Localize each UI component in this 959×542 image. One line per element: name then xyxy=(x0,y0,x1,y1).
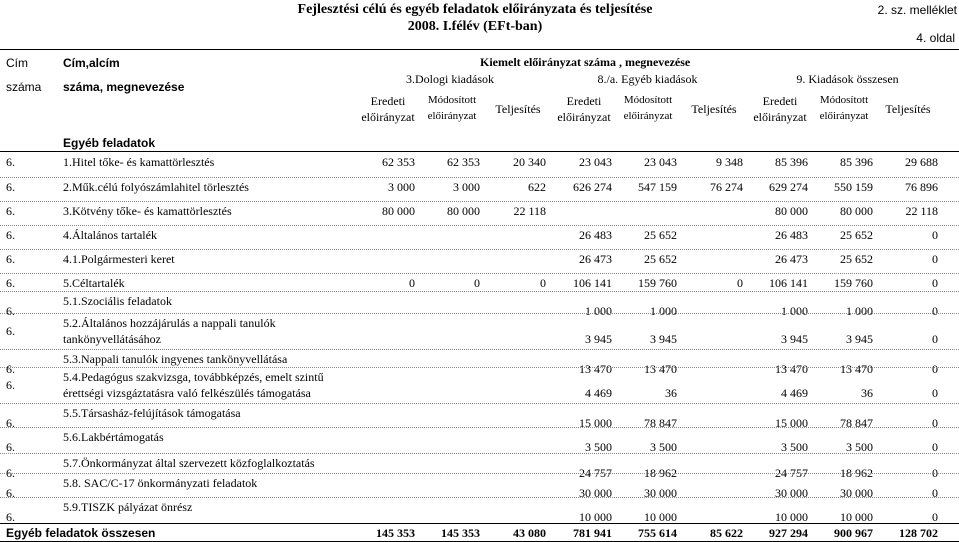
header-bottom-line xyxy=(0,151,959,152)
header-alcim: Cím,alcím xyxy=(63,56,120,70)
row-name: 5.7.Önkormányzat által szervezett közfoglalkoztatás xyxy=(63,456,315,470)
row-name: 5.3.Nappali tanulók ingyenes tankönyvellátása xyxy=(63,352,288,366)
cell-osszes-teljesites: 0 xyxy=(932,304,938,318)
total-top-line xyxy=(0,523,959,524)
cell-egyeb-eredeti: 24 757 xyxy=(579,466,612,480)
cell-egyeb-modositott: 159 760 xyxy=(638,276,677,290)
subheader-eredeti: Eredeti xyxy=(370,94,406,108)
row-separator xyxy=(0,473,959,474)
row-name: 5.8. SAC/C-17 önkormányzati feladatok xyxy=(63,476,258,490)
cell-dologi-modositott: 3 000 xyxy=(453,180,480,194)
row-separator xyxy=(0,403,959,404)
cell-egyeb-eredeti: 13 470 xyxy=(579,362,612,376)
header-alcim-szama: száma, megnevezése xyxy=(63,80,185,94)
cell-dologi-teljesites: 0 xyxy=(540,276,546,290)
cell-osszes-modositott: 3 945 xyxy=(846,332,873,346)
annex-label: 2. sz. melléklet xyxy=(877,3,957,17)
cell-osszes-modositott: 36 xyxy=(861,386,873,400)
cell-osszes-teljesites: 22 118 xyxy=(905,204,938,218)
row-separator xyxy=(0,367,959,368)
cell-egyeb-eredeti: 30 000 xyxy=(579,486,612,500)
row-name: 3.Kötvény tőke- és kamattörlesztés xyxy=(63,204,232,218)
cell-osszes-teljesites: 0 xyxy=(932,466,938,480)
header-cim-szama: száma xyxy=(6,80,42,94)
cell-osszes-modositott: 159 760 xyxy=(834,276,873,290)
row-cim: 6. xyxy=(6,180,15,194)
row-cim: 6. xyxy=(6,324,15,338)
total-egyeb-modositott: 755 614 xyxy=(638,526,677,540)
row-cim: 6. xyxy=(6,378,15,392)
cell-dologi-eredeti: 62 353 xyxy=(382,155,415,169)
cell-osszes-modositott: 10 000 xyxy=(840,510,873,524)
cell-osszes-teljesites: 0 xyxy=(932,510,938,524)
total-egyeb-teljesites: 85 622 xyxy=(710,526,743,540)
cell-egyeb-modositott: 13 470 xyxy=(644,362,677,376)
total-dologi-modositott: 145 353 xyxy=(441,526,480,540)
cell-dologi-eredeti: 80 000 xyxy=(382,204,415,218)
row-name: 5.9.TISZK pályázat önrész xyxy=(63,500,193,514)
subheader-eredeti-line2: előirányzat xyxy=(753,110,807,124)
cell-egyeb-eredeti: 26 473 xyxy=(579,252,612,266)
cell-dologi-eredeti: 0 xyxy=(409,276,415,290)
cell-osszes-teljesites: 76 896 xyxy=(905,180,938,194)
cell-osszes-teljesites: 0 xyxy=(932,386,938,400)
cell-osszes-eredeti: 15 000 xyxy=(775,416,808,430)
cell-egyeb-eredeti: 26 483 xyxy=(579,228,612,242)
cell-egyeb-modositott: 25 652 xyxy=(644,228,677,242)
cell-osszes-modositott: 30 000 xyxy=(840,486,873,500)
cell-egyeb-modositott: 78 847 xyxy=(644,416,677,430)
cell-osszes-eredeti: 1 000 xyxy=(781,304,808,318)
cell-osszes-eredeti: 26 483 xyxy=(775,228,808,242)
cell-osszes-modositott: 25 652 xyxy=(840,228,873,242)
cell-egyeb-eredeti: 626 274 xyxy=(573,180,612,194)
subheader-teljesites: Teljesítés xyxy=(495,102,541,116)
cell-osszes-teljesites: 0 xyxy=(932,332,938,346)
cell-egyeb-modositott: 36 xyxy=(665,386,677,400)
row-cim: 6. xyxy=(6,440,15,454)
header-cim: Cím xyxy=(6,56,28,70)
cell-osszes-modositott: 3 500 xyxy=(846,440,873,454)
cell-osszes-eredeti: 80 000 xyxy=(775,204,808,218)
page-number: 4. oldal xyxy=(916,31,955,45)
row-separator xyxy=(0,177,959,178)
row-name: 5.1.Szociális feladatok xyxy=(63,294,172,308)
cell-egyeb-eredeti: 3 945 xyxy=(585,332,612,346)
page-title: Fejlesztési célú és egyéb feladatok előirányzata és teljesítése xyxy=(297,2,653,17)
subheader-eredeti-line2: előirányzat xyxy=(557,110,611,124)
page-subtitle: 2008. I.félév (EFt-ban) xyxy=(407,19,543,34)
row-name: 5.2.Általános hozzájárulás a nappali tanulók xyxy=(63,316,276,330)
row-separator xyxy=(0,497,959,498)
cell-egyeb-eredeti: 1 000 xyxy=(585,304,612,318)
subheader-teljesites: Teljesítés xyxy=(691,102,737,116)
group-dologi: 3.Dologi kiadások xyxy=(406,72,494,86)
row-name: 2.Műk.célú folyószámlahitel törlesztés xyxy=(63,180,249,194)
row-separator xyxy=(0,313,959,314)
subheader-teljesites: Teljesítés xyxy=(885,102,931,116)
cell-dologi-teljesites: 622 xyxy=(528,180,546,194)
cell-osszes-eredeti: 4 469 xyxy=(781,386,808,400)
total-egyeb-eredeti: 781 941 xyxy=(573,526,612,540)
cell-dologi-teljesites: 20 340 xyxy=(513,155,546,169)
row-separator xyxy=(0,201,959,202)
cell-dologi-modositott: 80 000 xyxy=(447,204,480,218)
total-osszes-teljesites: 128 702 xyxy=(899,526,938,540)
subheader-modositott: Módosított xyxy=(427,94,477,106)
cell-egyeb-eredeti: 15 000 xyxy=(579,416,612,430)
cell-osszes-eredeti: 3 945 xyxy=(781,332,808,346)
subheader-eredeti-line2: előirányzat xyxy=(361,110,415,124)
total-dologi-teljesites: 43 080 xyxy=(513,526,546,540)
cell-egyeb-teljesites: 9 348 xyxy=(716,155,743,169)
cell-egyeb-modositott: 10 000 xyxy=(644,510,677,524)
total-osszes-eredeti: 927 294 xyxy=(769,526,808,540)
cell-dologi-teljesites: 22 118 xyxy=(513,204,546,218)
cell-osszes-teljesites: 0 xyxy=(932,416,938,430)
total-dologi-eredeti: 145 353 xyxy=(376,526,415,540)
cell-egyeb-modositott: 3 500 xyxy=(650,440,677,454)
row-name-line2: érettségi vizsgáztatásra való felkészülés támogatása xyxy=(63,386,311,400)
group-osszesen: 9. Kiadások összesen xyxy=(796,72,899,86)
subheader-eredeti: Eredeti xyxy=(566,94,602,108)
row-name: 1.Hitel tőke- és kamattörlesztés xyxy=(63,155,215,169)
cell-dologi-modositott: 62 353 xyxy=(447,155,480,169)
cell-egyeb-eredeti: 3 500 xyxy=(585,440,612,454)
cell-osszes-eredeti: 26 473 xyxy=(775,252,808,266)
header-kiemelt: Kiemelt előirányzat száma , megnevezése xyxy=(480,55,691,69)
cell-osszes-modositott: 25 652 xyxy=(840,252,873,266)
subheader-modositott: Módosított xyxy=(819,94,869,106)
subheader-modositott-line2: előirányzat xyxy=(819,110,869,122)
row-cim: 6. xyxy=(6,304,15,318)
cell-osszes-eredeti: 30 000 xyxy=(775,486,808,500)
cell-egyeb-modositott: 547 159 xyxy=(638,180,677,194)
cell-osszes-teljesites: 0 xyxy=(932,228,938,242)
cell-egyeb-teljesites: 0 xyxy=(737,276,743,290)
cell-osszes-teljesites: 29 688 xyxy=(905,155,938,169)
subheader-eredeti: Eredeti xyxy=(762,94,798,108)
cell-osszes-modositott: 1 000 xyxy=(846,304,873,318)
cell-egyeb-eredeti: 4 469 xyxy=(585,386,612,400)
row-separator xyxy=(0,225,959,226)
cell-osszes-eredeti: 3 500 xyxy=(781,440,808,454)
cell-egyeb-modositott: 3 945 xyxy=(650,332,677,346)
cell-dologi-modositott: 0 xyxy=(474,276,480,290)
row-separator xyxy=(0,349,959,350)
row-name: 4.Általános tartalék xyxy=(63,228,157,242)
row-separator xyxy=(0,249,959,250)
cell-osszes-teljesites: 0 xyxy=(932,440,938,454)
row-cim: 6. xyxy=(6,510,15,524)
cell-osszes-modositott: 78 847 xyxy=(840,416,873,430)
row-cim: 6. xyxy=(6,362,15,376)
cell-osszes-eredeti: 10 000 xyxy=(775,510,808,524)
row-cim: 6. xyxy=(6,466,15,480)
row-name: 4.1.Polgármesteri keret xyxy=(63,252,175,266)
cell-osszes-eredeti: 629 274 xyxy=(769,180,808,194)
row-cim: 6. xyxy=(6,155,15,169)
cell-egyeb-teljesites: 76 274 xyxy=(710,180,743,194)
row-separator xyxy=(0,291,959,292)
cell-egyeb-eredeti: 10 000 xyxy=(579,510,612,524)
cell-egyeb-modositott: 1 000 xyxy=(650,304,677,318)
cell-osszes-teljesites: 0 xyxy=(932,252,938,266)
row-cim: 6. xyxy=(6,416,15,430)
subheader-modositott: Módosított xyxy=(623,94,673,106)
cell-osszes-modositott: 80 000 xyxy=(840,204,873,218)
row-name-line2: tankönyvellátásához xyxy=(63,332,161,346)
row-separator xyxy=(0,427,959,428)
cell-osszes-eredeti: 85 396 xyxy=(775,155,808,169)
row-separator xyxy=(0,453,959,454)
cell-osszes-modositott: 13 470 xyxy=(840,362,873,376)
total-osszes-modositott: 900 967 xyxy=(834,526,873,540)
row-cim: 6. xyxy=(6,276,15,290)
cell-osszes-modositott: 18 962 xyxy=(840,466,873,480)
group-egyeb: 8./a. Egyéb kiadások xyxy=(597,72,698,86)
row-name: 5.Céltartalék xyxy=(63,276,125,290)
total-label: Egyéb feladatok összesen xyxy=(6,526,156,540)
row-name: 5.4.Pedagógus szakvizsga, továbbképzés, emelt szintű xyxy=(63,370,324,384)
row-name: 5.6.Lakbértámogatás xyxy=(63,430,164,444)
row-name: 5.5.Társasház-felújítások támogatása xyxy=(63,406,241,420)
subheader-modositott-line2: előirányzat xyxy=(623,110,673,122)
cell-osszes-eredeti: 13 470 xyxy=(775,362,808,376)
cell-dologi-eredeti: 3 000 xyxy=(388,180,415,194)
cell-egyeb-modositott: 23 043 xyxy=(644,155,677,169)
row-cim: 6. xyxy=(6,204,15,218)
cell-osszes-modositott: 85 396 xyxy=(840,155,873,169)
cell-egyeb-eredeti: 106 141 xyxy=(573,276,612,290)
cell-osszes-eredeti: 24 757 xyxy=(775,466,808,480)
row-separator xyxy=(0,273,959,274)
row-cim: 6. xyxy=(6,486,15,500)
cell-egyeb-modositott: 18 962 xyxy=(644,466,677,480)
cell-egyeb-modositott: 30 000 xyxy=(644,486,677,500)
cell-osszes-teljesites: 0 xyxy=(932,486,938,500)
cell-egyeb-modositott: 25 652 xyxy=(644,252,677,266)
cell-osszes-teljesites: 0 xyxy=(932,362,938,376)
row-cim: 6. xyxy=(6,252,15,266)
header-top-line xyxy=(0,49,959,50)
row-cim: 6. xyxy=(6,228,15,242)
subheader-modositott-line2: előirányzat xyxy=(427,110,477,122)
cell-osszes-eredeti: 106 141 xyxy=(769,276,808,290)
cell-osszes-modositott: 550 159 xyxy=(834,180,873,194)
cell-egyeb-eredeti: 23 043 xyxy=(579,155,612,169)
cell-osszes-teljesites: 0 xyxy=(932,276,938,290)
section-title: Egyéb feladatok xyxy=(63,136,156,150)
